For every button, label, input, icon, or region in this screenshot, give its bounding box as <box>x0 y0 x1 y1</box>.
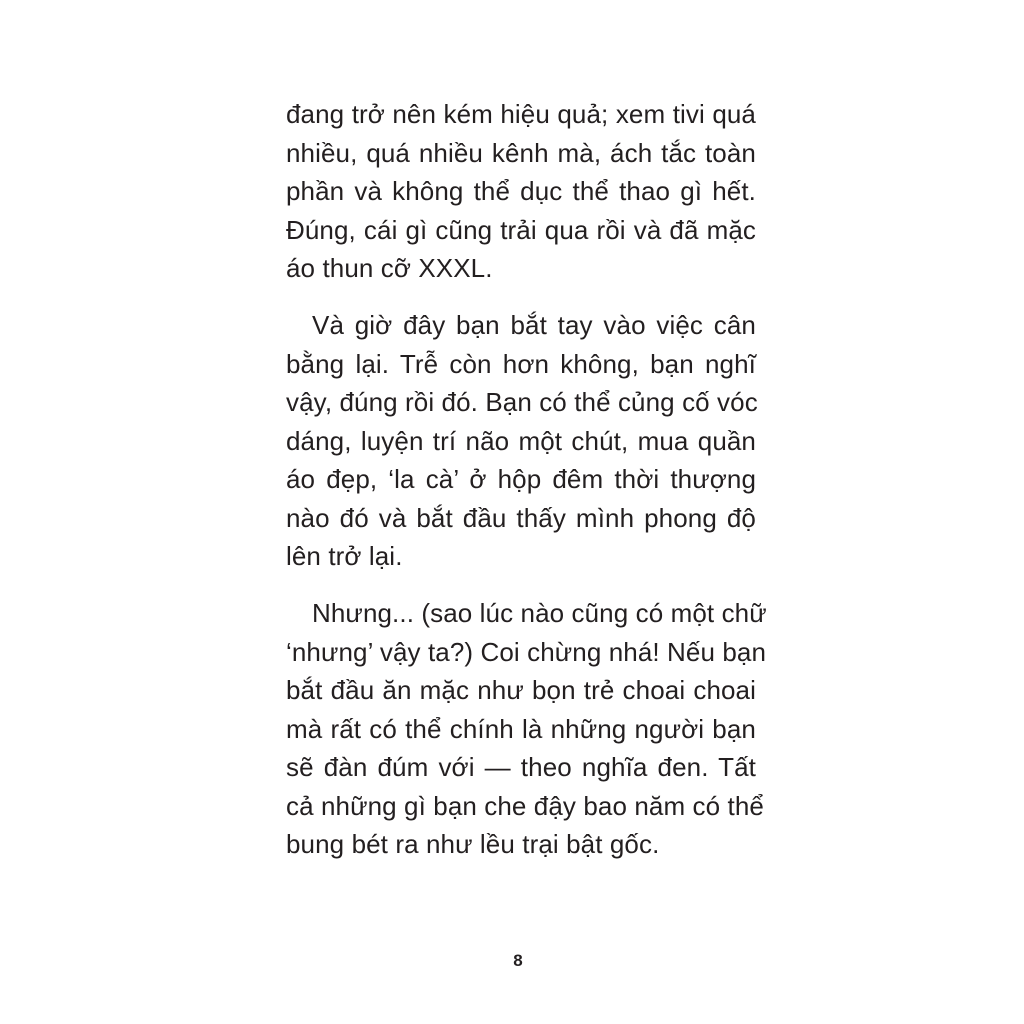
text-line: vậy, đúng rồi đó. Bạn có thể củng cố vóc <box>286 387 758 417</box>
text-line: áo đẹp, ‘la cà’ ở hộp đêm thời thượng <box>286 464 756 494</box>
text-line: Nhưng... (sao lúc nào cũng có một chữ <box>312 598 767 628</box>
paragraph-3 <box>286 594 767 864</box>
text-line: dáng, luyện trí não một chút, mua quần <box>286 425 756 456</box>
text-line: lên trở lại. <box>286 541 403 571</box>
text-line: mà rất có thể chính là những người bạn <box>286 713 756 744</box>
text-line: đang trở nên kém hiệu quả; xem tivi quá <box>286 99 756 129</box>
text-line: bắt đầu ăn mặc như bọn trẻ choai choai <box>286 675 756 705</box>
text-line: nào đó và bắt đầu thấy mình phong độ <box>286 502 756 533</box>
text-line: Và giờ đây bạn bắt tay vào việc cân <box>312 310 756 340</box>
text-line: ‘nhưng’ vậy ta?) Coi chừng nhá! Nếu bạn <box>286 636 767 667</box>
text-line: áo thun cỡ XXXL. <box>286 253 493 283</box>
text-line: phần và không thể dục thể thao gì hết. <box>286 176 756 206</box>
text-line: sẽ đàn đúm với — theo nghĩa đen. Tất <box>286 752 756 782</box>
paragraph-2 <box>286 306 756 576</box>
text-line: bung bét ra như lều trại bật gốc. <box>286 829 660 859</box>
text-line: nhiều, quá nhiều kênh mà, ách tắc toàn <box>286 137 756 168</box>
paragraph-1 <box>286 95 756 288</box>
text-line: bằng lại. Trễ còn hơn không, bạn nghĩ <box>286 348 756 379</box>
page-number: 8 <box>513 951 523 970</box>
text-line: Đúng, cái gì cũng trải qua rồi và đã mặc <box>286 214 756 245</box>
text-line: cả những gì bạn che đậy bao năm có thể <box>286 790 764 821</box>
